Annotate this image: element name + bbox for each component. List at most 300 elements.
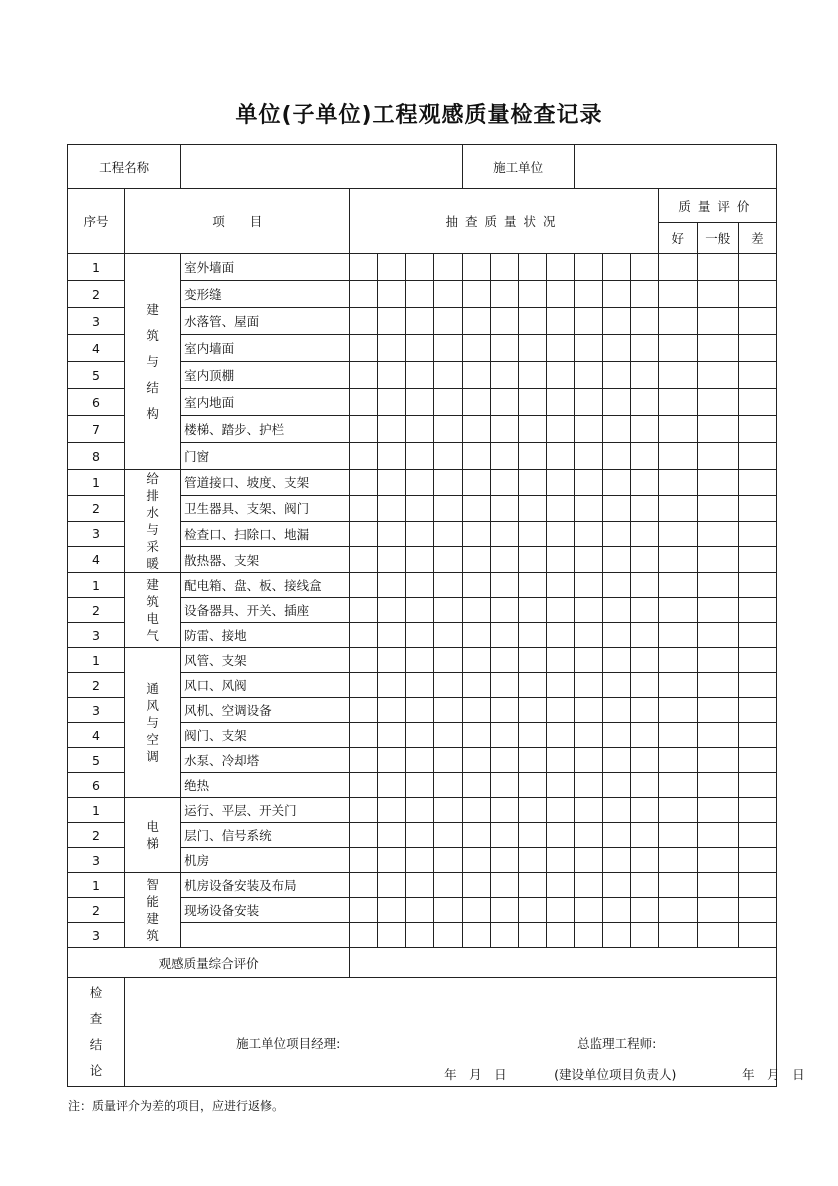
rating-good-cell[interactable]: [658, 470, 697, 496]
rating-good-cell[interactable]: [658, 389, 697, 416]
status-check-cell[interactable]: [630, 362, 658, 389]
status-check-cell[interactable]: [490, 773, 518, 798]
status-check-cell[interactable]: [378, 416, 406, 443]
status-check-cell[interactable]: [546, 923, 574, 948]
status-check-cell[interactable]: [434, 308, 462, 335]
rating-average-cell[interactable]: [697, 873, 738, 898]
rating-average-cell[interactable]: [697, 823, 738, 848]
status-check-cell[interactable]: [546, 254, 574, 281]
rating-poor-cell[interactable]: [738, 308, 776, 335]
status-check-cell[interactable]: [574, 773, 602, 798]
status-check-cell[interactable]: [574, 521, 602, 547]
status-check-cell[interactable]: [406, 623, 434, 648]
status-check-cell[interactable]: [462, 798, 490, 823]
status-check-cell[interactable]: [602, 254, 630, 281]
rating-good-cell[interactable]: [658, 923, 697, 948]
status-check-cell[interactable]: [602, 698, 630, 723]
status-check-cell[interactable]: [350, 495, 378, 521]
status-check-cell[interactable]: [350, 873, 378, 898]
status-check-cell[interactable]: [434, 495, 462, 521]
status-check-cell[interactable]: [350, 335, 378, 362]
status-check-cell[interactable]: [574, 823, 602, 848]
status-check-cell[interactable]: [378, 389, 406, 416]
rating-average-cell[interactable]: [697, 923, 738, 948]
status-check-cell[interactable]: [546, 623, 574, 648]
status-check-cell[interactable]: [378, 923, 406, 948]
rating-average-cell[interactable]: [697, 470, 738, 496]
rating-poor-cell[interactable]: [738, 416, 776, 443]
rating-good-cell[interactable]: [658, 362, 697, 389]
rating-good-cell[interactable]: [658, 873, 697, 898]
status-check-cell[interactable]: [602, 521, 630, 547]
conclusion-body[interactable]: [125, 978, 805, 1087]
status-check-cell[interactable]: [434, 748, 462, 773]
rating-average-cell[interactable]: [697, 623, 738, 648]
status-check-cell[interactable]: [518, 673, 546, 698]
status-check-cell[interactable]: [350, 798, 378, 823]
rating-poor-cell[interactable]: [738, 598, 776, 623]
rating-good-cell[interactable]: [658, 623, 697, 648]
status-check-cell[interactable]: [406, 648, 434, 673]
status-check-cell[interactable]: [518, 495, 546, 521]
status-check-cell[interactable]: [378, 798, 406, 823]
status-check-cell[interactable]: [630, 773, 658, 798]
status-check-cell[interactable]: [490, 416, 518, 443]
status-check-cell[interactable]: [518, 748, 546, 773]
status-check-cell[interactable]: [546, 443, 574, 470]
status-check-cell[interactable]: [602, 495, 630, 521]
status-check-cell[interactable]: [490, 281, 518, 308]
status-check-cell[interactable]: [574, 848, 602, 873]
status-check-cell[interactable]: [350, 623, 378, 648]
status-check-cell[interactable]: [546, 748, 574, 773]
status-check-cell[interactable]: [602, 547, 630, 573]
status-check-cell[interactable]: [630, 923, 658, 948]
status-check-cell[interactable]: [350, 521, 378, 547]
rating-average-cell[interactable]: [697, 598, 738, 623]
status-check-cell[interactable]: [378, 573, 406, 598]
status-check-cell[interactable]: [462, 495, 490, 521]
status-check-cell[interactable]: [462, 823, 490, 848]
status-check-cell[interactable]: [406, 443, 434, 470]
rating-average-cell[interactable]: [697, 573, 738, 598]
status-check-cell[interactable]: [406, 547, 434, 573]
status-check-cell[interactable]: [546, 495, 574, 521]
status-check-cell[interactable]: [490, 823, 518, 848]
status-check-cell[interactable]: [462, 416, 490, 443]
status-check-cell[interactable]: [518, 873, 546, 898]
status-check-cell[interactable]: [350, 254, 378, 281]
status-check-cell[interactable]: [490, 798, 518, 823]
rating-good-cell[interactable]: [658, 773, 697, 798]
rating-good-cell[interactable]: [658, 521, 697, 547]
status-check-cell[interactable]: [602, 673, 630, 698]
status-check-cell[interactable]: [518, 598, 546, 623]
status-check-cell[interactable]: [602, 281, 630, 308]
status-check-cell[interactable]: [350, 573, 378, 598]
status-check-cell[interactable]: [602, 923, 630, 948]
rating-poor-cell[interactable]: [738, 823, 776, 848]
status-check-cell[interactable]: [406, 521, 434, 547]
status-check-cell[interactable]: [434, 443, 462, 470]
status-check-cell[interactable]: [602, 416, 630, 443]
status-check-cell[interactable]: [490, 254, 518, 281]
status-check-cell[interactable]: [378, 547, 406, 573]
status-check-cell[interactable]: [546, 723, 574, 748]
rating-poor-cell[interactable]: [738, 873, 776, 898]
status-check-cell[interactable]: [378, 848, 406, 873]
rating-good-cell[interactable]: [658, 673, 697, 698]
status-check-cell[interactable]: [546, 521, 574, 547]
status-check-cell[interactable]: [518, 470, 546, 496]
status-check-cell[interactable]: [378, 308, 406, 335]
status-check-cell[interactable]: [462, 254, 490, 281]
status-check-cell[interactable]: [406, 673, 434, 698]
status-check-cell[interactable]: [406, 308, 434, 335]
rating-good-cell[interactable]: [658, 648, 697, 673]
rating-poor-cell[interactable]: [738, 470, 776, 496]
status-check-cell[interactable]: [574, 470, 602, 496]
status-check-cell[interactable]: [602, 623, 630, 648]
status-check-cell[interactable]: [462, 648, 490, 673]
rating-good-cell[interactable]: [658, 848, 697, 873]
status-check-cell[interactable]: [546, 389, 574, 416]
status-check-cell[interactable]: [602, 748, 630, 773]
rating-poor-cell[interactable]: [738, 923, 776, 948]
rating-average-cell[interactable]: [697, 389, 738, 416]
rating-average-cell[interactable]: [697, 443, 738, 470]
status-check-cell[interactable]: [518, 547, 546, 573]
status-check-cell[interactable]: [434, 416, 462, 443]
status-check-cell[interactable]: [406, 848, 434, 873]
status-check-cell[interactable]: [378, 495, 406, 521]
rating-poor-cell[interactable]: [738, 547, 776, 573]
status-check-cell[interactable]: [434, 648, 462, 673]
rating-average-cell[interactable]: [697, 673, 738, 698]
status-check-cell[interactable]: [630, 521, 658, 547]
status-check-cell[interactable]: [406, 823, 434, 848]
status-check-cell[interactable]: [546, 823, 574, 848]
status-check-cell[interactable]: [490, 848, 518, 873]
status-check-cell[interactable]: [462, 623, 490, 648]
status-check-cell[interactable]: [462, 723, 490, 748]
status-check-cell[interactable]: [406, 416, 434, 443]
status-check-cell[interactable]: [602, 573, 630, 598]
status-check-cell[interactable]: [406, 923, 434, 948]
rating-good-cell[interactable]: [658, 573, 697, 598]
status-check-cell[interactable]: [574, 495, 602, 521]
status-check-cell[interactable]: [490, 573, 518, 598]
status-check-cell[interactable]: [574, 698, 602, 723]
rating-average-cell[interactable]: [697, 254, 738, 281]
status-check-cell[interactable]: [602, 898, 630, 923]
status-check-cell[interactable]: [602, 648, 630, 673]
rating-average-cell[interactable]: [697, 748, 738, 773]
status-check-cell[interactable]: [490, 898, 518, 923]
status-check-cell[interactable]: [630, 873, 658, 898]
status-check-cell[interactable]: [490, 495, 518, 521]
status-check-cell[interactable]: [378, 598, 406, 623]
status-check-cell[interactable]: [406, 495, 434, 521]
status-check-cell[interactable]: [490, 470, 518, 496]
status-check-cell[interactable]: [518, 798, 546, 823]
status-check-cell[interactable]: [574, 573, 602, 598]
status-check-cell[interactable]: [490, 362, 518, 389]
status-check-cell[interactable]: [350, 416, 378, 443]
status-check-cell[interactable]: [434, 362, 462, 389]
rating-average-cell[interactable]: [697, 281, 738, 308]
status-check-cell[interactable]: [378, 773, 406, 798]
status-check-cell[interactable]: [630, 598, 658, 623]
status-check-cell[interactable]: [378, 281, 406, 308]
status-check-cell[interactable]: [462, 673, 490, 698]
status-check-cell[interactable]: [434, 698, 462, 723]
status-check-cell[interactable]: [574, 308, 602, 335]
status-check-cell[interactable]: [406, 698, 434, 723]
status-check-cell[interactable]: [602, 773, 630, 798]
status-check-cell[interactable]: [350, 898, 378, 923]
status-check-cell[interactable]: [350, 923, 378, 948]
rating-good-cell[interactable]: [658, 281, 697, 308]
status-check-cell[interactable]: [546, 673, 574, 698]
status-check-cell[interactable]: [462, 873, 490, 898]
rating-poor-cell[interactable]: [738, 389, 776, 416]
status-check-cell[interactable]: [406, 898, 434, 923]
status-check-cell[interactable]: [574, 281, 602, 308]
status-check-cell[interactable]: [490, 873, 518, 898]
status-check-cell[interactable]: [378, 748, 406, 773]
status-check-cell[interactable]: [434, 723, 462, 748]
status-check-cell[interactable]: [462, 547, 490, 573]
status-check-cell[interactable]: [434, 281, 462, 308]
rating-good-cell[interactable]: [658, 443, 697, 470]
rating-average-cell[interactable]: [697, 648, 738, 673]
status-check-cell[interactable]: [574, 798, 602, 823]
status-check-cell[interactable]: [350, 598, 378, 623]
status-check-cell[interactable]: [630, 254, 658, 281]
status-check-cell[interactable]: [546, 335, 574, 362]
status-check-cell[interactable]: [546, 598, 574, 623]
status-check-cell[interactable]: [630, 698, 658, 723]
status-check-cell[interactable]: [490, 443, 518, 470]
status-check-cell[interactable]: [434, 898, 462, 923]
status-check-cell[interactable]: [518, 362, 546, 389]
status-check-cell[interactable]: [518, 623, 546, 648]
status-check-cell[interactable]: [406, 723, 434, 748]
status-check-cell[interactable]: [630, 470, 658, 496]
status-check-cell[interactable]: [574, 723, 602, 748]
status-check-cell[interactable]: [630, 573, 658, 598]
status-check-cell[interactable]: [406, 254, 434, 281]
status-check-cell[interactable]: [350, 389, 378, 416]
status-check-cell[interactable]: [630, 389, 658, 416]
status-check-cell[interactable]: [602, 723, 630, 748]
status-check-cell[interactable]: [434, 823, 462, 848]
rating-good-cell[interactable]: [658, 598, 697, 623]
status-check-cell[interactable]: [490, 389, 518, 416]
status-check-cell[interactable]: [462, 281, 490, 308]
status-check-cell[interactable]: [434, 873, 462, 898]
status-check-cell[interactable]: [546, 773, 574, 798]
rating-poor-cell[interactable]: [738, 773, 776, 798]
status-check-cell[interactable]: [378, 673, 406, 698]
status-check-cell[interactable]: [546, 798, 574, 823]
status-check-cell[interactable]: [350, 773, 378, 798]
status-check-cell[interactable]: [378, 254, 406, 281]
status-check-cell[interactable]: [518, 723, 546, 748]
status-check-cell[interactable]: [546, 848, 574, 873]
rating-average-cell[interactable]: [697, 898, 738, 923]
status-check-cell[interactable]: [574, 362, 602, 389]
status-check-cell[interactable]: [518, 335, 546, 362]
status-check-cell[interactable]: [434, 848, 462, 873]
rating-average-cell[interactable]: [697, 723, 738, 748]
status-check-cell[interactable]: [518, 281, 546, 308]
status-check-cell[interactable]: [518, 254, 546, 281]
status-check-cell[interactable]: [462, 598, 490, 623]
status-check-cell[interactable]: [350, 673, 378, 698]
rating-good-cell[interactable]: [658, 335, 697, 362]
status-check-cell[interactable]: [378, 898, 406, 923]
status-check-cell[interactable]: [518, 443, 546, 470]
status-check-cell[interactable]: [406, 389, 434, 416]
status-check-cell[interactable]: [434, 547, 462, 573]
status-check-cell[interactable]: [434, 470, 462, 496]
status-check-cell[interactable]: [406, 470, 434, 496]
status-check-cell[interactable]: [518, 308, 546, 335]
status-check-cell[interactable]: [434, 254, 462, 281]
status-check-cell[interactable]: [378, 873, 406, 898]
status-check-cell[interactable]: [630, 623, 658, 648]
rating-poor-cell[interactable]: [738, 898, 776, 923]
status-check-cell[interactable]: [350, 281, 378, 308]
rating-good-cell[interactable]: [658, 723, 697, 748]
status-check-cell[interactable]: [602, 873, 630, 898]
status-check-cell[interactable]: [630, 308, 658, 335]
status-check-cell[interactable]: [434, 573, 462, 598]
status-check-cell[interactable]: [602, 362, 630, 389]
rating-poor-cell[interactable]: [738, 443, 776, 470]
status-check-cell[interactable]: [630, 281, 658, 308]
status-check-cell[interactable]: [378, 362, 406, 389]
status-check-cell[interactable]: [630, 798, 658, 823]
status-check-cell[interactable]: [490, 547, 518, 573]
status-check-cell[interactable]: [350, 723, 378, 748]
status-check-cell[interactable]: [378, 443, 406, 470]
status-check-cell[interactable]: [518, 416, 546, 443]
status-check-cell[interactable]: [350, 443, 378, 470]
rating-average-cell[interactable]: [697, 848, 738, 873]
status-check-cell[interactable]: [378, 521, 406, 547]
status-check-cell[interactable]: [546, 547, 574, 573]
rating-good-cell[interactable]: [658, 254, 697, 281]
rating-good-cell[interactable]: [658, 898, 697, 923]
status-check-cell[interactable]: [490, 623, 518, 648]
status-check-cell[interactable]: [574, 254, 602, 281]
status-check-cell[interactable]: [350, 648, 378, 673]
status-check-cell[interactable]: [518, 648, 546, 673]
status-check-cell[interactable]: [490, 923, 518, 948]
rating-good-cell[interactable]: [658, 748, 697, 773]
rating-good-cell[interactable]: [658, 416, 697, 443]
status-check-cell[interactable]: [630, 443, 658, 470]
status-check-cell[interactable]: [378, 823, 406, 848]
status-check-cell[interactable]: [630, 848, 658, 873]
status-check-cell[interactable]: [462, 748, 490, 773]
status-check-cell[interactable]: [574, 673, 602, 698]
status-check-cell[interactable]: [462, 443, 490, 470]
status-check-cell[interactable]: [630, 748, 658, 773]
status-check-cell[interactable]: [490, 648, 518, 673]
status-check-cell[interactable]: [462, 573, 490, 598]
status-check-cell[interactable]: [630, 495, 658, 521]
status-check-cell[interactable]: [378, 723, 406, 748]
status-check-cell[interactable]: [602, 823, 630, 848]
status-check-cell[interactable]: [518, 898, 546, 923]
status-check-cell[interactable]: [462, 698, 490, 723]
rating-poor-cell[interactable]: [738, 281, 776, 308]
status-check-cell[interactable]: [406, 798, 434, 823]
status-check-cell[interactable]: [434, 673, 462, 698]
status-check-cell[interactable]: [462, 521, 490, 547]
status-check-cell[interactable]: [546, 898, 574, 923]
rating-poor-cell[interactable]: [738, 521, 776, 547]
status-check-cell[interactable]: [574, 335, 602, 362]
rating-poor-cell[interactable]: [738, 723, 776, 748]
status-check-cell[interactable]: [518, 521, 546, 547]
status-check-cell[interactable]: [518, 923, 546, 948]
status-check-cell[interactable]: [406, 573, 434, 598]
status-check-cell[interactable]: [602, 308, 630, 335]
status-check-cell[interactable]: [518, 823, 546, 848]
status-check-cell[interactable]: [574, 648, 602, 673]
status-check-cell[interactable]: [462, 470, 490, 496]
status-check-cell[interactable]: [630, 823, 658, 848]
rating-average-cell[interactable]: [697, 698, 738, 723]
rating-poor-cell[interactable]: [738, 573, 776, 598]
status-check-cell[interactable]: [462, 923, 490, 948]
status-check-cell[interactable]: [462, 389, 490, 416]
status-check-cell[interactable]: [490, 698, 518, 723]
status-check-cell[interactable]: [462, 362, 490, 389]
status-check-cell[interactable]: [574, 443, 602, 470]
status-check-cell[interactable]: [406, 598, 434, 623]
status-check-cell[interactable]: [574, 873, 602, 898]
status-check-cell[interactable]: [406, 362, 434, 389]
rating-poor-cell[interactable]: [738, 362, 776, 389]
rating-poor-cell[interactable]: [738, 748, 776, 773]
status-check-cell[interactable]: [406, 748, 434, 773]
rating-poor-cell[interactable]: [738, 495, 776, 521]
rating-poor-cell[interactable]: [738, 698, 776, 723]
status-check-cell[interactable]: [378, 470, 406, 496]
status-check-cell[interactable]: [546, 873, 574, 898]
status-check-cell[interactable]: [546, 362, 574, 389]
status-check-cell[interactable]: [518, 848, 546, 873]
status-check-cell[interactable]: [546, 648, 574, 673]
status-check-cell[interactable]: [378, 648, 406, 673]
status-check-cell[interactable]: [518, 698, 546, 723]
status-check-cell[interactable]: [378, 335, 406, 362]
rating-good-cell[interactable]: [658, 495, 697, 521]
rating-average-cell[interactable]: [697, 362, 738, 389]
rating-average-cell[interactable]: [697, 773, 738, 798]
status-check-cell[interactable]: [378, 623, 406, 648]
status-check-cell[interactable]: [630, 673, 658, 698]
rating-poor-cell[interactable]: [738, 623, 776, 648]
status-check-cell[interactable]: [574, 416, 602, 443]
status-check-cell[interactable]: [350, 848, 378, 873]
